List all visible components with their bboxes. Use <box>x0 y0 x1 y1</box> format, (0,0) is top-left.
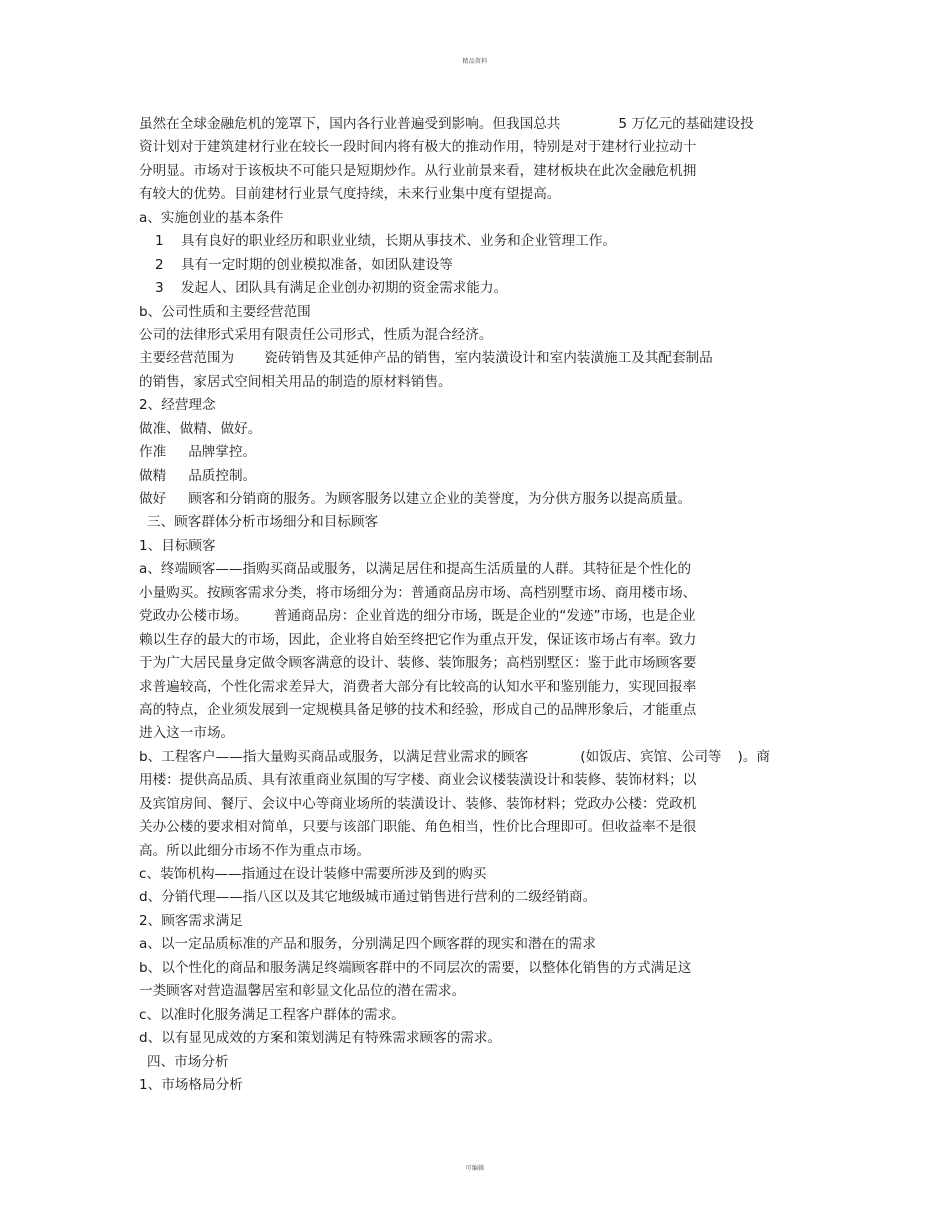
paragraph-line: 做精 品质控制。 <box>139 467 257 484</box>
page-footer: 可编辑 <box>465 1165 485 1172</box>
page-header: 精品资料 <box>462 58 488 65</box>
document-body <box>139 113 839 1097</box>
paragraph-line: a、以一定品质标准的产品和服务，分别满足四个顾客群的现实和潜在的需求 <box>139 936 596 953</box>
paragraph-line: 做好 顾客和分销商的服务。为顾客服务以建立企业的美誉度，为分供方服务以提高质量。 <box>139 491 692 507</box>
paragraph-line: a、终端顾客——指购买商品或服务，以满足居住和提高生活质量的人群。其特征是个性化的 <box>139 561 692 578</box>
paragraph-line: 用楼：提供高品质、具有浓重商业氛围的写字楼、商业会议楼装潢设计和装修、装饰材料；以 <box>139 772 697 789</box>
paragraph-line: c、装饰机构——指通过在设计装修中需要所涉及到的购买 <box>139 866 487 882</box>
paragraph-line: 赖以生存的最大的市场，因此，企业将自始至终把它作为重点开发，保证该市场占有率。致力 <box>139 631 697 648</box>
paragraph-line: 作准 品牌掌控。 <box>139 444 257 461</box>
paragraph-line: c、以准时化服务满足工程客户群体的需求。 <box>139 1006 405 1023</box>
paragraph-line: 一类顾客对营造温馨居室和彰显文化品位的潜在需求。 <box>139 983 466 1000</box>
paragraph-line: d、以有显见成效的方案和策划满足有特殊需求顾客的需求。 <box>139 1030 502 1047</box>
paragraph-line: 求普遍较高，个性化需求差异大，消费者大部分有比较高的认知水平和鉴别能力，实现回报率 <box>139 678 697 695</box>
section-heading: 1、市场格局分析 <box>139 1076 243 1093</box>
section-heading: b、公司性质和主要经营范围 <box>139 303 311 320</box>
section-heading: 1、目标顾客 <box>139 537 216 554</box>
paragraph-line: d、分销代理——指八区以及其它地级城市通过销售进行营利的二级经销商。 <box>139 889 597 906</box>
paragraph-line: 主要经营范围为 瓷砖销售及其延伸产品的销售，室内装潢设计和室内装潢施工及其配套制品 <box>139 350 713 367</box>
paragraph-line: 资计划对于建筑建材行业在较长一段时间内将有极大的推动作用，特别是对于建材行业拉动十 <box>139 139 697 156</box>
paragraph-line: 高。所以此细分市场不作为重点市场。 <box>139 842 371 859</box>
paragraph-line: 有较大的优势。目前建材行业景气度持续，未来行业集中度有望提高。 <box>139 186 561 203</box>
section-heading: 2、顾客需求满足 <box>139 912 243 929</box>
paragraph-line: 公司的法律形式采用有限责任公司形式，性质为混合经济。 <box>139 326 493 343</box>
section-heading: a、实施创业的基本条件 <box>139 209 284 226</box>
paragraph-line: b、以个性化的商品和服务满足终端顾客群中的不同层次的需要，以整体化销售的方式满足这 <box>139 959 692 976</box>
paragraph-line: 虽然在全球金融危机的笼罩下，国内各行业普遍受到影响。但我国总共 5 万亿元的基础建设投 <box>139 116 754 132</box>
paragraph-line: 做准、做精、做好。 <box>139 420 262 437</box>
paragraph-line: 小量购买。按顾客需求分类，将市场细分为：普通商品房市场、高档别墅市场、商用楼市场、 <box>139 584 697 601</box>
paragraph-line: 于为广大居民量身定做令顾客满意的设计、装修、装饰服务；高档别墅区：鉴于此市场顾客要 <box>139 655 697 672</box>
paragraph-line: 及宾馆房间、餐厅、会议中心等商业场所的装潢设计、装修、装饰材料；党政办公楼：党政机 <box>139 795 697 812</box>
paragraph-line: 分明显。市场对于该板块不可能只是短期炒作。从行业前景来看，建材板块在此次金融危机拥 <box>139 162 697 179</box>
paragraph-line: b、工程客户——指大量购买商品或服务，以满足营业需求的顾客 (如饭店、宾馆、公司等 )。商 <box>139 748 771 765</box>
paragraph-line: 进入这一市场。 <box>139 725 235 742</box>
section-heading: 2、经营理念 <box>139 397 216 414</box>
chapter-heading: 四、市场分析 <box>147 1053 229 1070</box>
paragraph-line: 高的特点，企业须发展到一定规模具备足够的技术和经验，形成自己的品牌形象后，才能重点 <box>139 701 697 718</box>
list-item: 2 具有一定时期的创业模拟准备，如团队建设等 <box>155 256 453 273</box>
paragraph-line: 关办公楼的要求相对简单，只要与该部门职能、角色相当，性价比合理即可。但收益率不是很 <box>139 819 697 836</box>
list-item: 1 具有良好的职业经历和职业业绩，长期从事技术、业务和企业管理工作。 <box>155 233 616 250</box>
paragraph-line: 的销售，家居式空间相关用品的制造的原材料销售。 <box>139 373 452 390</box>
list-item: 3 发起人、团队具有满足企业创办初期的资金需求能力。 <box>155 280 508 297</box>
chapter-heading: 三、顾客群体分析市场细分和目标顾客 <box>147 514 379 531</box>
paragraph-line: 党政办公楼市场。 普通商品房：企业首选的细分市场，既是企业的“发迹”市场，也是企业 <box>139 608 696 625</box>
